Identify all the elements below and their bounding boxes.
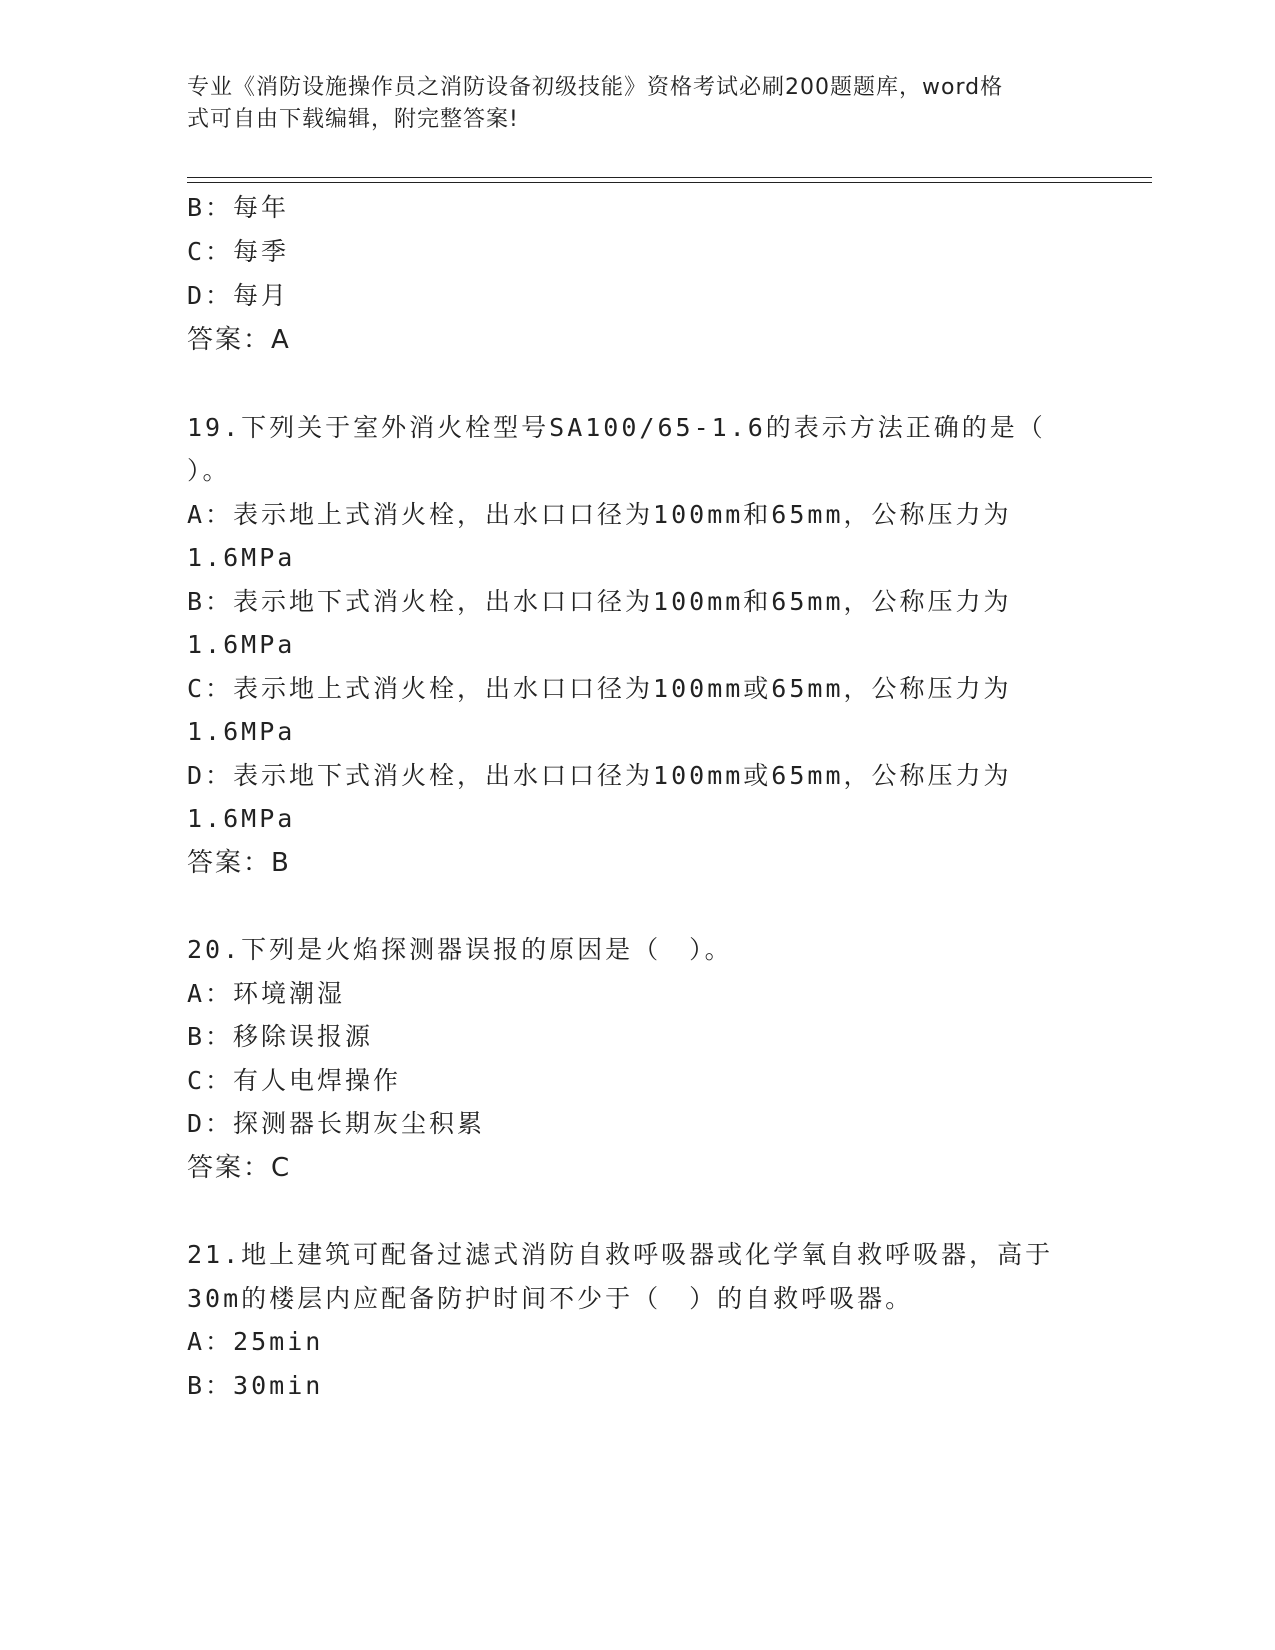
- q21-option-a: A：25min: [187, 1327, 324, 1356]
- q20-stem: 20.下列是火焰探测器误报的原因是（ ）。: [187, 935, 733, 964]
- q19-stem-line-2: ）。: [187, 456, 231, 485]
- q19-option-b-line-2: 1.6MPa: [187, 630, 296, 659]
- document-header: [187, 72, 1087, 136]
- header-divider-top: [187, 177, 1152, 178]
- header-title-line-1: 专业《消防设施操作员之消防设备初级技能》资格考试必刷200题题库，word格: [187, 75, 1004, 100]
- q20-option-a: A：环境潮湿: [187, 979, 346, 1008]
- prev-option-b: B：每年: [187, 193, 290, 222]
- header-title-line-2: 式可自由下载编辑，附完整答案!: [187, 107, 519, 132]
- q19-option-d-line-2: 1.6MPa: [187, 804, 296, 833]
- q19-answer: 答案：B: [187, 848, 291, 878]
- q20-option-b: B：移除误报源: [187, 1022, 374, 1051]
- q21-stem-line-1: 21.地上建筑可配备过滤式消防自救呼吸器或化学氧自救呼吸器，高于: [187, 1240, 1054, 1269]
- q21-stem-line-2: 30m的楼层内应配备防护时间不少于（ ）的自救呼吸器。: [187, 1284, 914, 1313]
- q19-stem-line-1: 19.下列关于室外消火栓型号SA100/65-1.6的表示方法正确的是（: [187, 413, 1046, 442]
- q19-option-a-line-2: 1.6MPa: [187, 543, 296, 572]
- q21-option-b: B：30min: [187, 1371, 324, 1400]
- q19-option-b-line-1: B：表示地下式消火栓，出水口口径为100mm和65mm，公称压力为: [187, 587, 1012, 616]
- prev-answer: 答案：A: [187, 325, 291, 355]
- prev-option-c: C：每季: [187, 237, 290, 266]
- q20-answer: 答案：C: [187, 1153, 292, 1183]
- q20-option-c: C：有人电焊操作: [187, 1066, 402, 1095]
- q19-option-c-line-2: 1.6MPa: [187, 717, 296, 746]
- q19-option-a-line-1: A：表示地上式消火栓，出水口口径为100mm和65mm，公称压力为: [187, 500, 1012, 529]
- q19-option-d-line-1: D：表示地下式消火栓，出水口口径为100mm或65mm，公称压力为: [187, 761, 1012, 790]
- prev-option-d: D：每月: [187, 281, 290, 310]
- q20-option-d: D：探测器长期灰尘积累: [187, 1109, 486, 1138]
- header-divider-bottom: [187, 182, 1152, 183]
- q19-option-c-line-1: C：表示地上式消火栓，出水口口径为100mm或65mm，公称压力为: [187, 674, 1012, 703]
